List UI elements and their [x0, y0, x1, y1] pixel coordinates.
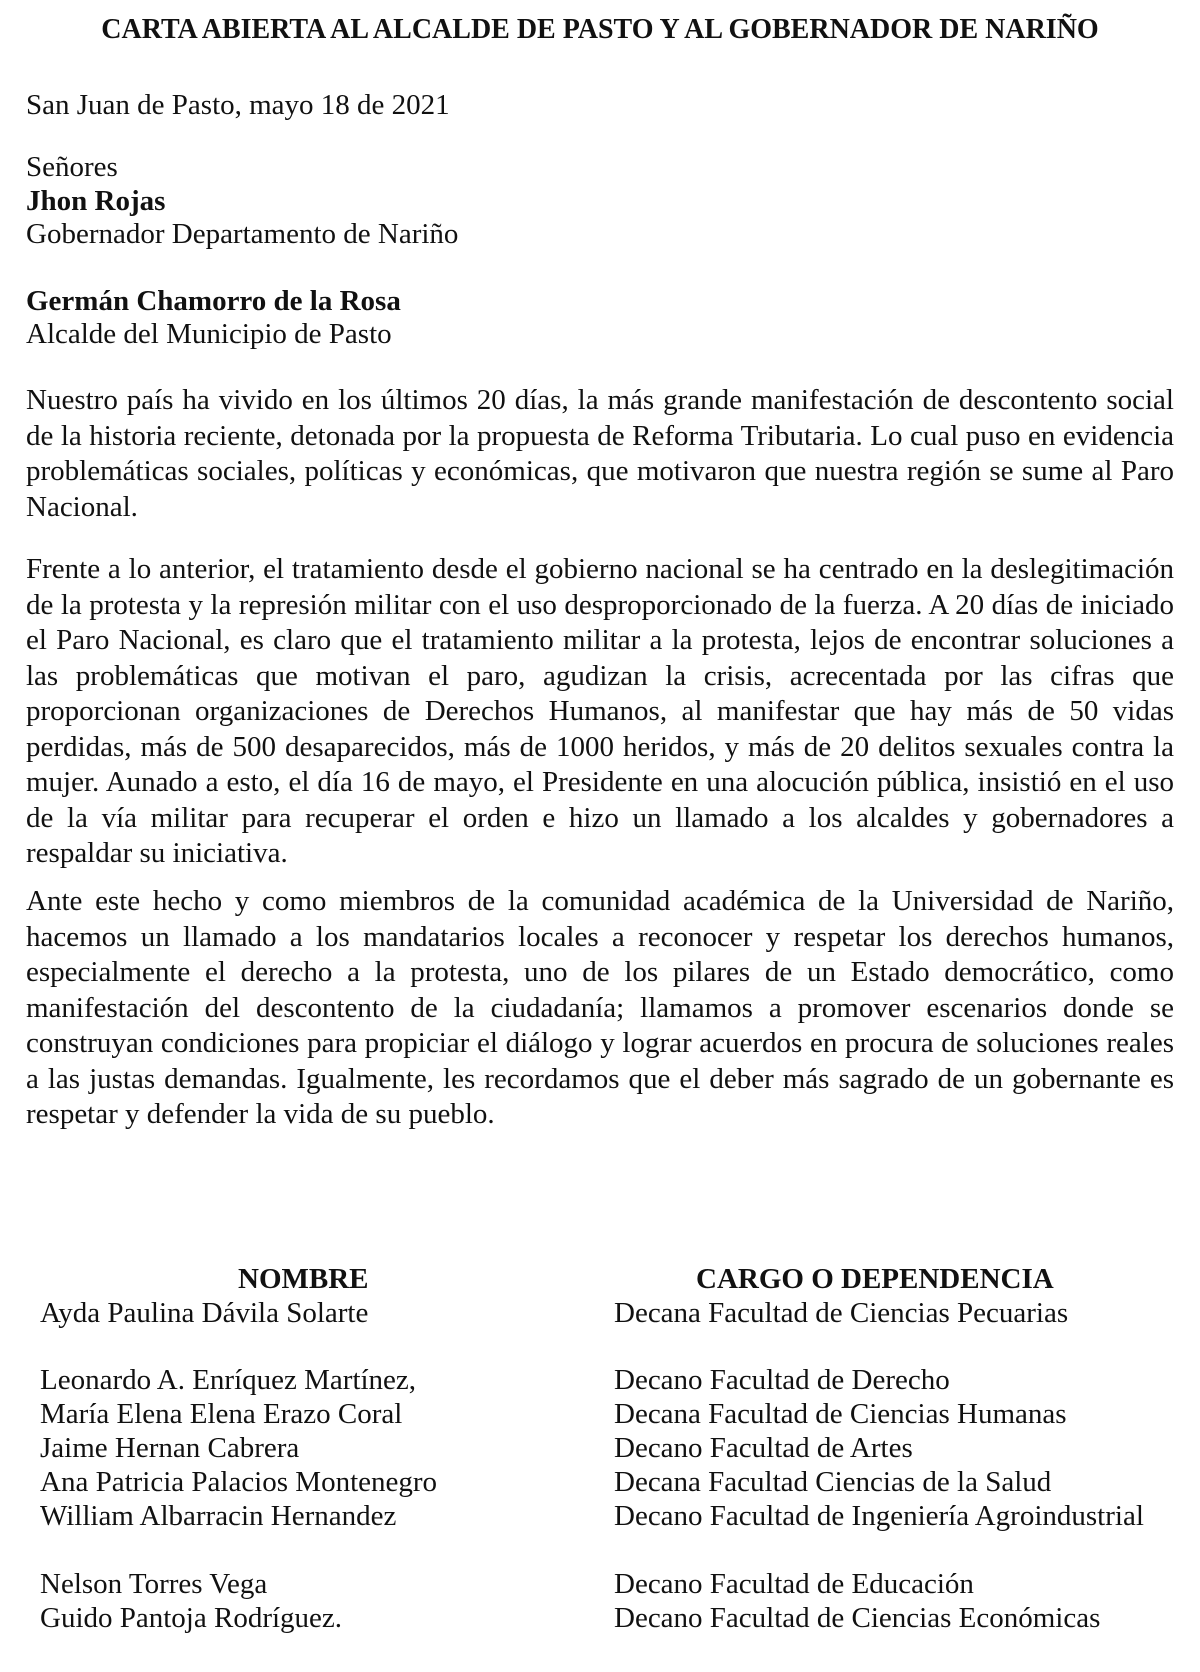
signatory-position: Decana Facultad Ciencias de la Salud — [614, 1466, 1052, 1498]
signatory-position: Decana Facultad de Ciencias Pecuarias — [614, 1297, 1069, 1329]
signatory-name: William Albarracin Hernandez — [40, 1500, 397, 1532]
signatory-position: Decano Facultad de Derecho — [614, 1364, 950, 1396]
recipient-name: Germán Chamorro de la Rosa — [26, 285, 401, 317]
letter-title: CARTA ABIERTA AL ALCALDE DE PASTO Y AL GOBERNADOR DE NARIÑO — [101, 14, 1099, 45]
column-header-position: CARGO O DEPENDENCIA — [696, 1263, 1054, 1295]
column-header-name: NOMBRE — [238, 1263, 369, 1295]
signatory-name: Jaime Hernan Cabrera — [40, 1432, 300, 1464]
signatory-position: Decana Facultad de Ciencias Humanas — [614, 1398, 1067, 1430]
recipient-role: Alcalde del Municipio de Pasto — [26, 318, 392, 350]
signatory-name: Leonardo A. Enríquez Martínez, — [40, 1364, 417, 1396]
recipient-role: Gobernador Departamento de Nariño — [26, 218, 459, 250]
body-paragraph: Ante este hecho y como miembros de la comunidad académica de la Universidad de Nariño, hacemos un llamado a los mandatarios locales a reconocer y respetar los derechos humanos, especialmente el derecho a la protesta, uno de los pilares de un Estado democrático, como manifestación del descontento de la ciudadanía; llamamos a promover escenarios donde se construyan condiciones para propiciar el diálogo y lograr acuerdos en procura de soluciones reales a las justas demandas. Igualmente, les recordamos que el deber más sagrado de un gobernante es respetar y defender la vida de su pueblo. — [26, 885, 1174, 1130]
signatory-name: María Elena Elena Erazo Coral — [40, 1398, 403, 1430]
signatory-position: Decano Facultad de Ingeniería Agroindustrial — [614, 1500, 1144, 1532]
signatory-name: Guido Pantoja Rodríguez. — [40, 1602, 343, 1634]
signatory-name: Ana Patricia Palacios Montenegro — [40, 1466, 438, 1498]
signatory-name: Nelson Torres Vega — [40, 1568, 268, 1600]
body-paragraph: Nuestro país ha vivido en los últimos 20 días, la más grande manifestación de descontento social de la historia reciente, detonada por la propuesta de Reforma Tributaria. Lo cual puso en evidencia problemáticas sociales, políticas y económicas, que motivaron que nuestra región se sume al Paro Nacional. — [26, 384, 1174, 523]
salutation: Señores — [26, 151, 118, 183]
recipient-name: Jhon Rojas — [26, 185, 166, 217]
signatory-position: Decano Facultad de Artes — [614, 1432, 913, 1464]
signatory-name: Ayda Paulina Dávila Solarte — [40, 1297, 369, 1329]
signatory-position: Decano Facultad de Educación — [614, 1568, 974, 1600]
signatory-position: Decano Facultad de Ciencias Económicas — [614, 1602, 1101, 1634]
body-paragraph: Frente a lo anterior, el tratamiento desde el gobierno nacional se ha centrado en la deslegitimación de la protesta y la represión militar con el uso desproporcionado de la fuerza. A 20 días de iniciado el Paro Nacional, es claro que el tratamiento militar a la protesta, lejos de encontrar soluciones a las problemáticas que motivan el paro, agudizan la crisis, acrecentada por las cifras que proporcionan organizaciones de Derechos Humanos, al manifestar que hay más de 50 vidas perdidas, más de 500 desaparecidos, más de 1000 heridos, y más de 20 delitos sexuales contra la mujer. Aunado a esto, el día 16 de mayo, el Presidente en una alocución pública, insistió en el uso de la vía militar para recuperar el orden e hizo un llamado a los alcaldes y gobernadores a respaldar su iniciativa. — [26, 553, 1174, 869]
date-line: San Juan de Pasto, mayo 18 de 2021 — [26, 89, 450, 121]
